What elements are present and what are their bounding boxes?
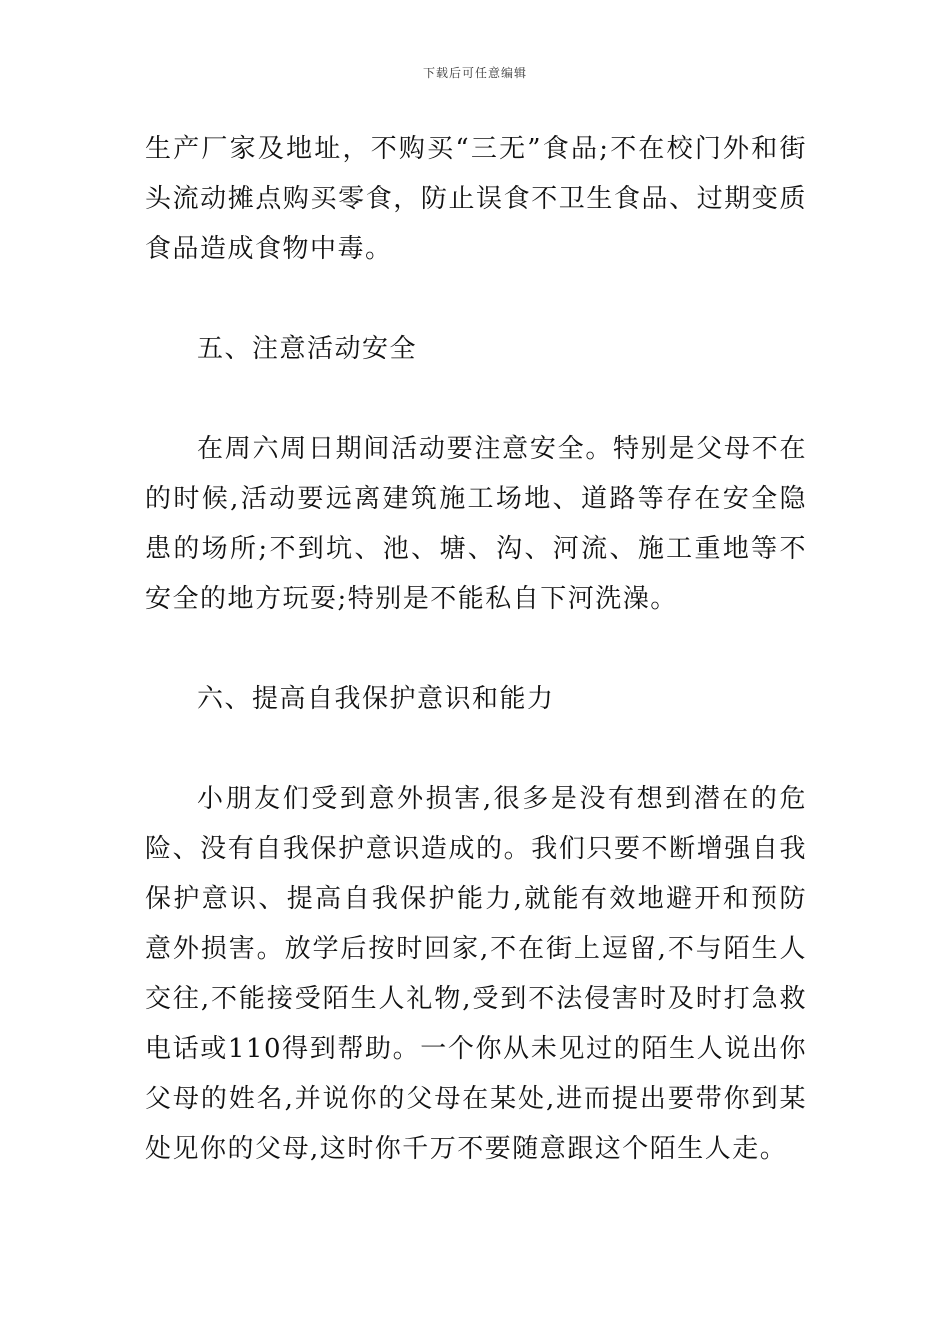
paragraph-food-safety: 生产厂家及地址，不购买“三无”食品;不在校门外和街头流动摊点购买零食，防止误食不卫生食品、过期变质食品造成食物中毒。 (145, 134, 807, 264)
paragraph-activity-safety: 在周六周日期间活动要注意安全。特别是父母不在的时候,活动要远离建筑施工场地、道路等存在安全隐患的场所;不到坑、池、塘、沟、河流、施工重地等不安全的地方玩耍;特别是不能私自下河洗澡。 (145, 434, 807, 614)
paragraph-self-protection: 小朋友们受到意外损害,很多是没有想到潜在的危险、没有自我保护意识造成的。我们只要不断增强自我保护意识、提高自我保护能力,就能有效地避开和预防意外损害。放学后按时回家,不在街上逗留,不与陌生人交往,不能接受陌生人礼物,受到不法侵害时及时打急救电话或110得到帮助。一个你从未见过的陌生人说出你父母的姓名,并说你的父母在某处,进而提出要带你到某处见你的父母,这时你千万不要随意跟这个陌生人走。 (145, 784, 807, 1164)
page-header: 下载后可任意编辑 (422, 66, 527, 80)
section-heading-activity-safety: 五、注意活动安全 (197, 334, 418, 364)
section-heading-self-protection: 六、提高自我保护意识和能力 (197, 684, 555, 714)
document-body (145, 124, 807, 1174)
